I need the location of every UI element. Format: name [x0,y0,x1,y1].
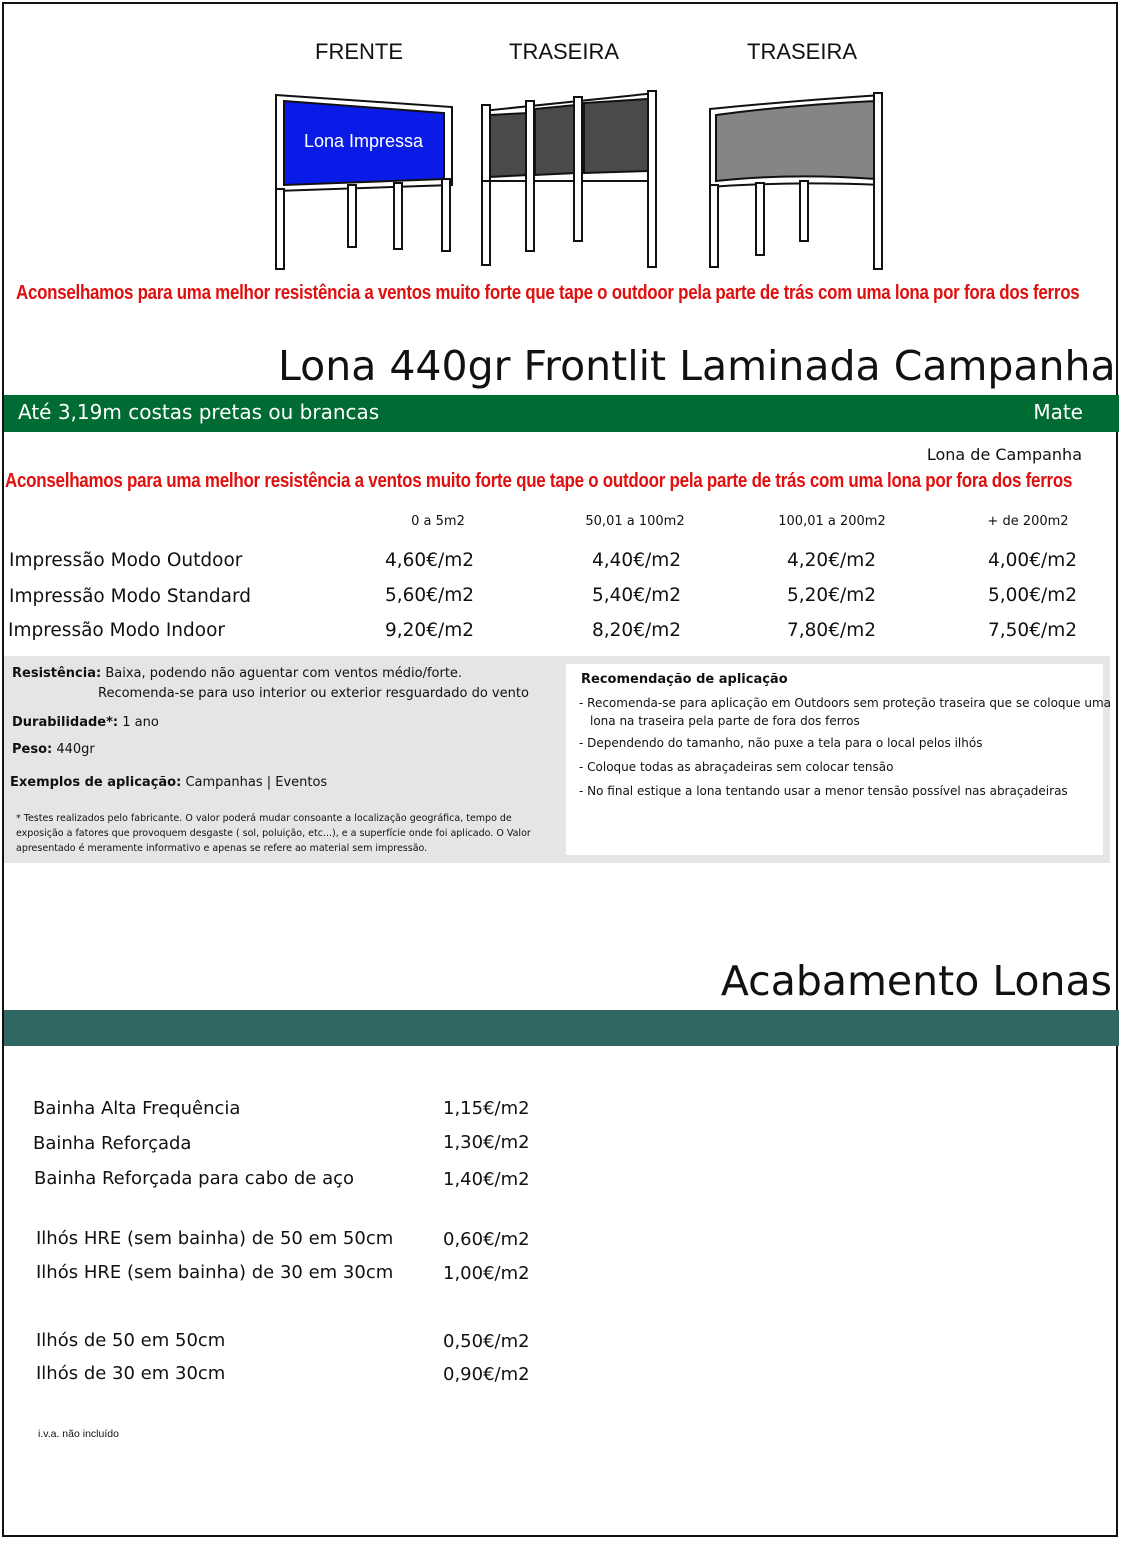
price-standard-1: 5,60€/m2 [385,585,474,606]
weight-label: Peso: [12,742,53,757]
examples-line [10,775,327,790]
finishing-teal-bar [4,1010,1119,1046]
durability-line [12,715,159,730]
row-label-outdoor: Impressão Modo Outdoor [9,550,243,571]
covered-back-billboard-illustration [710,93,882,269]
resistance-value: Baixa, podendo não aguentar com ventos médio/forte. [105,666,463,681]
finishing-price-5: 1,00€/m2 [443,1263,530,1284]
product-green-bar [4,395,1119,432]
front-billboard-illustration [276,95,452,269]
examples-value: Campanhas | Eventos [185,775,328,790]
weight-line [12,742,95,757]
finishing-label-4: Ilhós HRE (sem bainha) de 50 em 50cm [36,1228,394,1249]
label-back-1: TRASEIRA [509,39,620,64]
wind-warning-product: Aconselhamos para uma melhor resistência a ventos muito forte que tape o outdoor pela parte de trás com uma lona por fora dos ferros [5,470,1073,492]
price-indoor-4: 7,50€/m2 [988,620,1077,641]
finishing-title: Acabamento Lonas [720,957,1112,1005]
finishing-price-2: 1,30€/m2 [443,1132,530,1153]
col-header-1: 0 a 5m2 [411,514,465,529]
recommendation-item-3: - Coloque todas as abraçadeiras sem colocar tensão [579,760,894,774]
resistance-value-2: Recomenda-se para uso interior ou exterior resguardado do vento [98,686,529,701]
bar-finish-text: Mate [1033,400,1083,424]
price-standard-4: 5,00€/m2 [988,585,1077,606]
vat-note: i.v.a. não incluído [38,1428,119,1440]
finishing-label-2: Bainha Reforçada [33,1133,192,1154]
product-subtitle: Lona de Campanha [926,445,1082,464]
wind-warning-top: Aconselhamos para uma melhor resistência a ventos muito forte que tape o outdoor pela parte de trás com uma lona por fora dos ferros [16,282,1080,304]
recommendation-item-4: - No final estique a lona tentando usar a menor tensão possível nas abraçadeiras [579,784,1068,798]
footnote-line-3: apresentado é meramente informativo e apenas se refere ao material sem impressão. [16,843,428,854]
label-back-2: TRASEIRA [747,39,858,64]
durability-value: 1 ano [122,715,159,730]
back-billboard-frame-illustration [482,91,656,267]
recommendation-item-1: - Recomenda-se para aplicação em Outdoors sem proteção traseira que se coloque uma [579,696,1111,710]
finishing-label-6: Ilhós de 50 em 50cm [36,1330,226,1351]
col-header-4: + de 200m2 [987,514,1069,529]
weight-value: 440gr [56,742,95,757]
resistance-label: Resistência: [12,666,102,681]
finishing-label-5: Ilhós HRE (sem bainha) de 30 em 30cm [36,1262,394,1283]
price-standard-2: 5,40€/m2 [592,585,681,606]
price-outdoor-2: 4,40€/m2 [592,550,681,571]
col-header-3: 100,01 a 200m2 [778,514,886,529]
row-label-indoor: Impressão Modo Indoor [8,620,226,641]
finishing-price-1: 1,15€/m2 [443,1098,530,1119]
footnote-line-1: * Testes realizados pelo fabricante. O valor poderá mudar consoante a localização geográfica, tempo de [16,813,512,824]
finishing-price-6: 0,50€/m2 [443,1331,530,1352]
front-banner-text: Lona Impressa [304,131,424,151]
recommendation-title: Recomendação de aplicação [581,672,788,687]
billboard-diagram [270,85,900,275]
label-front: FRENTE [315,39,403,64]
finishing-label-7: Ilhós de 30 em 30cm [36,1363,226,1384]
price-outdoor-1: 4,60€/m2 [385,550,474,571]
price-indoor-2: 8,20€/m2 [592,620,681,641]
finishing-label-1: Bainha Alta Frequência [33,1098,241,1119]
price-indoor-1: 9,20€/m2 [385,620,474,641]
recommendation-item-1b: lona na traseira pela parte de fora dos ferros [590,714,860,728]
price-indoor-3: 7,80€/m2 [787,620,876,641]
resistance-line [12,666,462,681]
finishing-price-3: 1,40€/m2 [443,1169,530,1190]
finishing-price-7: 0,90€/m2 [443,1364,530,1385]
recommendation-item-2: - Dependendo do tamanho, não puxe a tela para o local pelos ilhós [579,736,983,750]
footnote-line-2: exposição a fatores que provoquem desgaste ( sol, poluição, etc...), e a superfície onde foi aplicado. O Valor [16,828,531,839]
product-title: Lona 440gr Frontlit Laminada Campanha [278,342,1116,390]
finishing-label-3: Bainha Reforçada para cabo de aço [34,1168,355,1189]
finishing-price-4: 0,60€/m2 [443,1229,530,1250]
row-label-standard: Impressão Modo Standard [9,586,251,607]
col-header-2: 50,01 a 100m2 [585,514,685,529]
price-outdoor-3: 4,20€/m2 [787,550,876,571]
durability-label: Durabilidade*: [12,715,119,730]
bar-backing-text: Até 3,19m costas pretas ou brancas [18,400,380,424]
price-standard-3: 5,20€/m2 [787,585,876,606]
price-outdoor-4: 4,00€/m2 [988,550,1077,571]
examples-label: Exemplos de aplicação: [10,775,182,790]
